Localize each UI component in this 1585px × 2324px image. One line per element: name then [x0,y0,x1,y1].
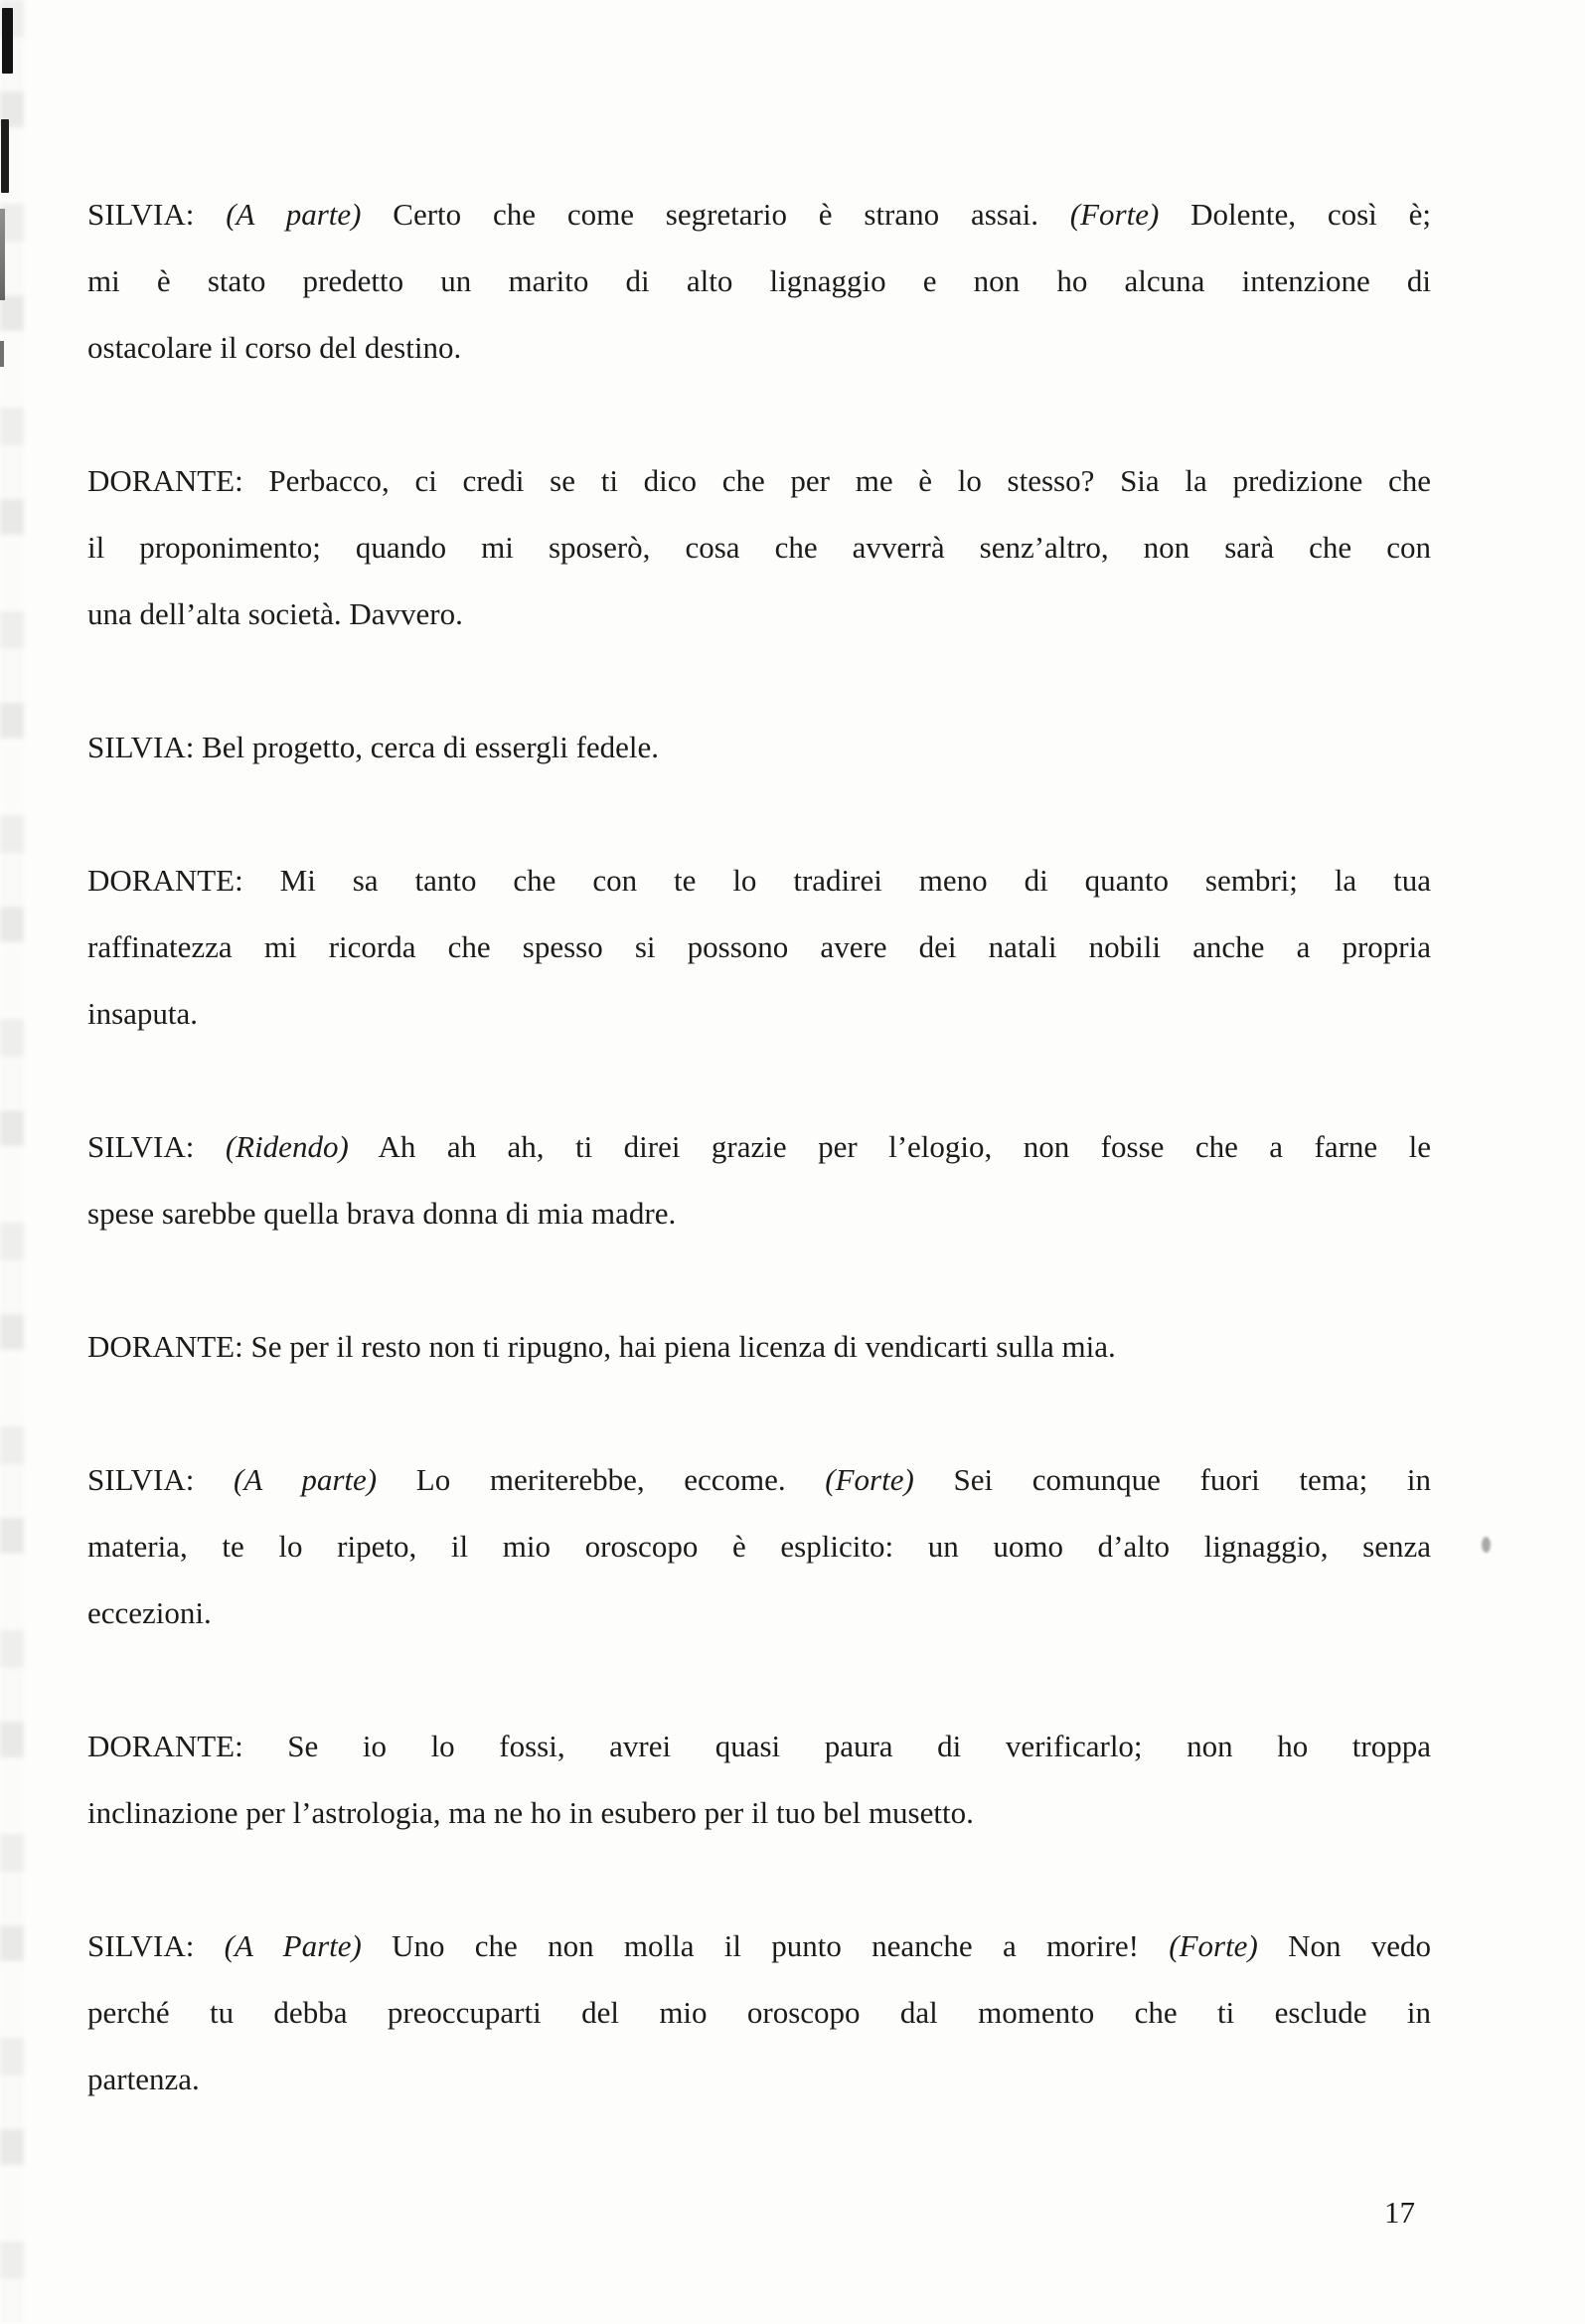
dialogue-line [87,1779,1431,1846]
dialogue-paragraph [87,847,1431,1047]
stage-direction: (A parte) [234,1462,378,1497]
dialogue-text: partenza. [87,2062,200,2096]
dialogue-line [87,980,1431,1047]
dialogue-line [87,847,1431,913]
dialogue-text: Certo che come segretario è strano assai. [361,197,1070,232]
stage-direction: (Ridendo) [225,1129,349,1164]
dialogue-text: materia, te lo ripeto, il mio oroscopo è esplicito: un uomo d’alto lignaggio, senza [87,1529,1431,1564]
dialogue-text: SILVIA: [87,1928,225,1963]
dialogue-line [87,314,1431,381]
dialogue-text: Ah ah ah, ti direi grazie per l’elogio, non fosse che a farne le [348,1129,1431,1164]
dialogue-text: DORANTE: Se io lo fossi, avrei quasi paura di verificarlo; non ho troppa [87,1729,1431,1763]
dialogue-line [87,1313,1431,1380]
dialogue-paragraph [87,1912,1431,2112]
dialogue-line [87,913,1431,980]
stage-direction: (Forte) [825,1462,914,1497]
dialogue-paragraph [87,1113,1431,1246]
dialogue-text: spese sarebbe quella brava donna di mia madre. [87,1196,677,1231]
dialogue-text: Lo meriterebbe, eccome. [377,1462,826,1497]
stage-direction: (A parte) [226,197,362,232]
dialogue-text: mi è stato predetto un marito di alto lignaggio e non ho alcuna intenzione di [87,263,1431,298]
stage-direction: (Forte) [1069,197,1160,232]
dialogue-text: DORANTE: Perbacco, ci credi se ti dico che per me è lo stesso? Sia la predizione che [87,463,1431,498]
dialogue-line [87,1713,1431,1779]
dialogue-line [87,1579,1431,1646]
dialogue-line [87,514,1431,581]
dialogue-paragraph [87,447,1431,647]
dialogue-line [87,581,1431,647]
dialogue-paragraph [87,181,1431,381]
dialogue-line [87,1113,1431,1180]
dialogue-text: Sei comunque fuori tema; in [913,1462,1431,1497]
stage-direction: (A Parte) [224,1928,362,1963]
dialogue-text: insaputa. [87,996,199,1031]
dialogue-text: DORANTE: Mi sa tanto che con te lo tradirei meno di quanto sembri; la tua [87,863,1431,898]
dialogue-line [87,1513,1431,1579]
dialogue-paragraph [87,1713,1431,1846]
stage-direction: (Forte) [1169,1928,1258,1963]
dialogue-line [87,248,1431,314]
dialogue-text: una dell’alta società. Davvero. [87,596,463,631]
dialogue-text: Dolente, così è; [1159,197,1431,232]
dialogue-paragraph [87,1446,1431,1646]
dialogue-text: il proponimento; quando mi sposerò, cosa che avverrà senz’altro, non sarà che con [87,530,1431,565]
dialogue-text: DORANTE: Se per il resto non ti ripugno, hai piena licenza di vendicarti sulla mia. [87,1329,1116,1364]
dialogue-text: SILVIA: [87,1462,235,1497]
dialogue-line [87,1446,1431,1513]
dialogue-line [87,1979,1431,2046]
dialogue-line [87,447,1431,514]
dialogue-paragraph [87,714,1431,780]
dialogue-text: SILVIA: Bel progetto, cerca di essergli fedele. [87,730,660,764]
dialogue-line [87,714,1431,780]
dialogue-text: raffinatezza mi ricorda che spesso si possono avere dei natali nobili anche a propria [87,929,1431,964]
dialogue-text: eccezioni. [87,1595,212,1630]
dialogue-text: SILVIA: [87,197,227,232]
dialogue-text: ostacolare il corso del destino. [87,330,462,365]
dialogue-paragraph [87,1313,1431,1380]
dialogue-line [87,1180,1431,1246]
dialogue-text: SILVIA: [87,1129,226,1164]
dialogue-line [87,181,1431,248]
dialogue-text: inclinazione per l’astrologia, ma ne ho in esubero per il tuo bel musetto. [87,1795,974,1830]
dialogue-line [87,1912,1431,1979]
dialogue-text: perché tu debba preoccuparti del mio oroscopo dal momento che ti esclude in [87,1995,1431,2030]
dialogue-line [87,2046,1431,2112]
dialogue-text: Non vedo [1257,1928,1431,1963]
dialogue-text: Uno che non molla il punto neanche a morire! [361,1928,1170,1963]
page-number: 17 [1384,2195,1415,2230]
